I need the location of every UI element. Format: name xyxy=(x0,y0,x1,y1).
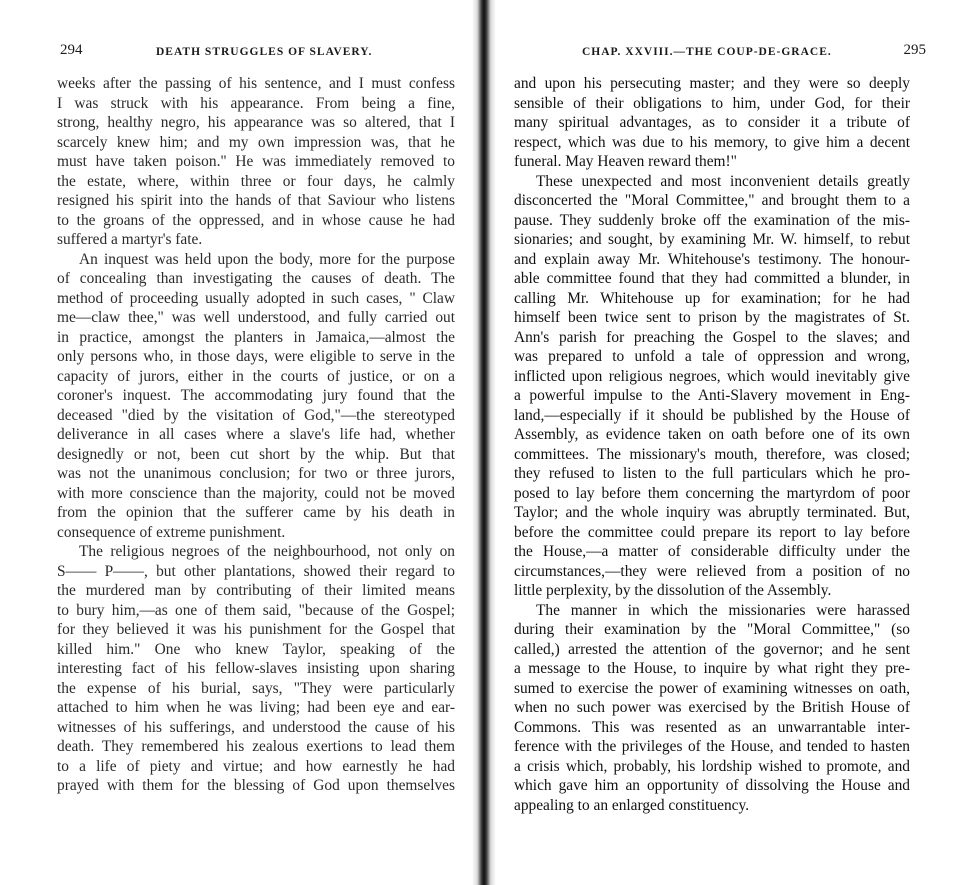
text-line: a message to the House, to inquire by what right they pre- xyxy=(514,660,910,677)
text-line: interesting fact of his fellow-slaves insisting upon sharing xyxy=(57,660,455,677)
text-line: calling Mr. Whitehouse up for examination; for he had xyxy=(514,289,910,307)
text-line: suffered a martyr's fate. xyxy=(57,231,203,248)
text-line: for they believed it was his punishment for the Gospel that xyxy=(57,621,455,638)
right-page-body xyxy=(514,74,910,815)
right-running-head: CHAP. XXVIII.—THE COUP-DE-GRACE. xyxy=(582,46,832,58)
text-line: These unexpected and most inconvenient details greatly xyxy=(536,172,910,190)
text-line: strong, healthy negro, his appearance was so altered, that I xyxy=(57,114,455,131)
text-line: circumstances,—they were relieved from a position of no xyxy=(514,562,910,580)
text-line: they refused to listen to the full particulars which he pro- xyxy=(514,465,910,482)
text-line: deceased "died by the visitation of God,"—the stereotyped xyxy=(57,406,455,424)
text-line: to the groans of the oppressed, and in whose cause he had xyxy=(57,211,455,229)
text-line: me—claw thee," was well understood, and fully carried out xyxy=(57,309,455,326)
text-line: death. They remembered his zealous exertions to lead them xyxy=(57,738,455,755)
text-line: of concealing than investigating the causes of death. The xyxy=(57,270,455,287)
text-line: to bury him,—as one of them said, "because of the Gospel; xyxy=(57,601,455,619)
left-page xyxy=(0,0,472,885)
text-line: pause. They suddenly broke off the examination of the mis- xyxy=(514,211,910,229)
text-line: method of proceeding usually adopted in such cases, " Claw xyxy=(57,289,455,307)
left-page-header xyxy=(60,44,458,64)
text-line: the estate, where, within three or four days, he calmly xyxy=(57,172,455,190)
text-line: able committee found that they had committed a blunder, in xyxy=(514,270,910,287)
text-line: witnesses of his sufferings, and understood the cause of his xyxy=(57,718,455,736)
text-line: Commons. This was resented as an unwarrantable inter- xyxy=(514,718,910,736)
text-line: weeks after the passing of his sentence, and I must confess xyxy=(57,75,455,92)
right-page-number: 295 xyxy=(903,42,926,58)
text-line: little perplexity, by the dissolution of the Assembly. xyxy=(514,582,832,599)
text-line: before the committee could prepare its report to lay before xyxy=(514,523,910,541)
text-line: prayed with them for the blessing of God upon themselves xyxy=(57,777,455,794)
text-line: funeral. May Heaven reward them!" xyxy=(514,153,737,170)
text-line: attached to him when he was living; had been eye and ear- xyxy=(57,699,455,716)
text-line: called,) arrested the attention of the governor; and he sent xyxy=(514,640,910,658)
text-line: sumed to exercise the power of examining witnesses on oath, xyxy=(514,679,910,697)
text-line: himself been twice sent to prison by the magistrates of St. xyxy=(514,309,910,326)
text-line: many spiritual advantages, as to consider it a tribute of xyxy=(514,114,910,131)
book-gutter xyxy=(472,0,496,885)
text-line: ference with the privileges of the House, and tended to hasten xyxy=(514,738,910,755)
text-line: must have taken poison." He was immediately removed to xyxy=(57,153,455,170)
text-line: and explain away Mr. Whitehouse's testimony. The honour- xyxy=(514,250,910,268)
text-line: only persons who, in those days, were eligible to serve in the xyxy=(57,348,455,365)
text-line: disconcerted the "Moral Committee," and brought them to a xyxy=(514,192,910,209)
text-line: a powerful impulse to the Anti-Slavery movement in Eng- xyxy=(514,387,910,404)
text-line: from the opinion that the sufferer came by his death in xyxy=(57,504,455,521)
text-line: which gave him an opportunity of dissolving the House and xyxy=(514,777,910,794)
text-line: designedly or not, been cut short by the whip. But that xyxy=(57,445,455,463)
text-line: appealing to an enlarged constituency. xyxy=(514,796,750,814)
right-page-header xyxy=(582,44,926,64)
text-line: I was struck with his appearance. From being a fine, xyxy=(57,94,455,112)
text-line: scarcely knew him; and my own impression was, that he xyxy=(57,133,455,151)
text-line: with more conscience than the majority, could not be moved xyxy=(57,484,455,502)
text-line: consequence of extreme punishment. xyxy=(57,523,286,541)
text-line: Taylor; and the whole inquiry was abruptly terminated. But, xyxy=(514,504,910,521)
text-line: S—— P——, but other plantations, showed their regard to xyxy=(57,562,455,580)
text-line: the murdered man by contributing of their limited means xyxy=(57,582,455,599)
text-line: Ann's parish for preaching the Gospel to the slaves; and xyxy=(514,328,910,346)
text-line: a crisis which, probably, his lordship wished to promote, and xyxy=(514,757,910,775)
text-line: inflicted upon religious negroes, which would inevitably give xyxy=(514,367,910,385)
left-page-number: 294 xyxy=(60,42,83,58)
text-line: The manner in which the missionaries were harassed xyxy=(536,601,910,619)
text-line: the expense of his burial, says, "They were particularly xyxy=(57,679,455,697)
text-line: An inquest was held upon the body, more for the purpose xyxy=(79,250,455,268)
text-line: land,—especially if it should be published by the House of xyxy=(514,406,910,424)
text-line: The religious negroes of the neighbourhood, not only on xyxy=(79,543,455,560)
text-line: capacity of jurors, either in the courts of justice, or on a xyxy=(57,367,455,385)
text-line: in practice, amongst the planters in Jamaica,—almost the xyxy=(57,328,455,346)
text-line: coroner's inquest. The accommodating jury found that the xyxy=(57,387,455,404)
text-line: when no such power was exercised by the British House of xyxy=(514,699,910,716)
text-line: sionaries; and sought, by examining Mr. W. himself, to rebut xyxy=(514,231,910,248)
text-line: killed him." One who knew Taylor, speaking of the xyxy=(57,640,455,658)
text-line: Assembly, as evidence taken on oath before one of its own xyxy=(514,426,910,443)
text-line: respect, which was due to his memory, to give him a decent xyxy=(514,133,910,151)
text-line: sensible of their obligations to him, under God, for their xyxy=(514,94,910,112)
text-line: deliverance in all cases where a slave's life had, whether xyxy=(57,426,455,443)
right-page xyxy=(496,0,980,885)
text-line: and upon his persecuting master; and they were so deeply xyxy=(514,75,910,92)
text-line: during their examination by the "Moral Committee," (so xyxy=(514,621,910,638)
text-line: to a life of piety and virtue; and how earnestly he had xyxy=(57,757,455,775)
text-line: posed to lay before them concerning the martyrdom of poor xyxy=(514,484,910,502)
text-line: was prepared to unfold a tale of oppression and wrong, xyxy=(514,348,910,365)
text-line: resigned his spirit into the hands of that Saviour who listens xyxy=(57,192,455,209)
left-running-head: DEATH STRUGGLES OF SLAVERY. xyxy=(156,46,373,58)
left-page-body xyxy=(57,74,455,796)
text-line: committees. The missionary's mouth, therefore, was closed; xyxy=(514,445,910,463)
text-line: was not the unanimous conclusion; for two or three jurors, xyxy=(57,465,455,482)
text-line: the House,—a matter of considerable difficulty under the xyxy=(514,543,910,560)
